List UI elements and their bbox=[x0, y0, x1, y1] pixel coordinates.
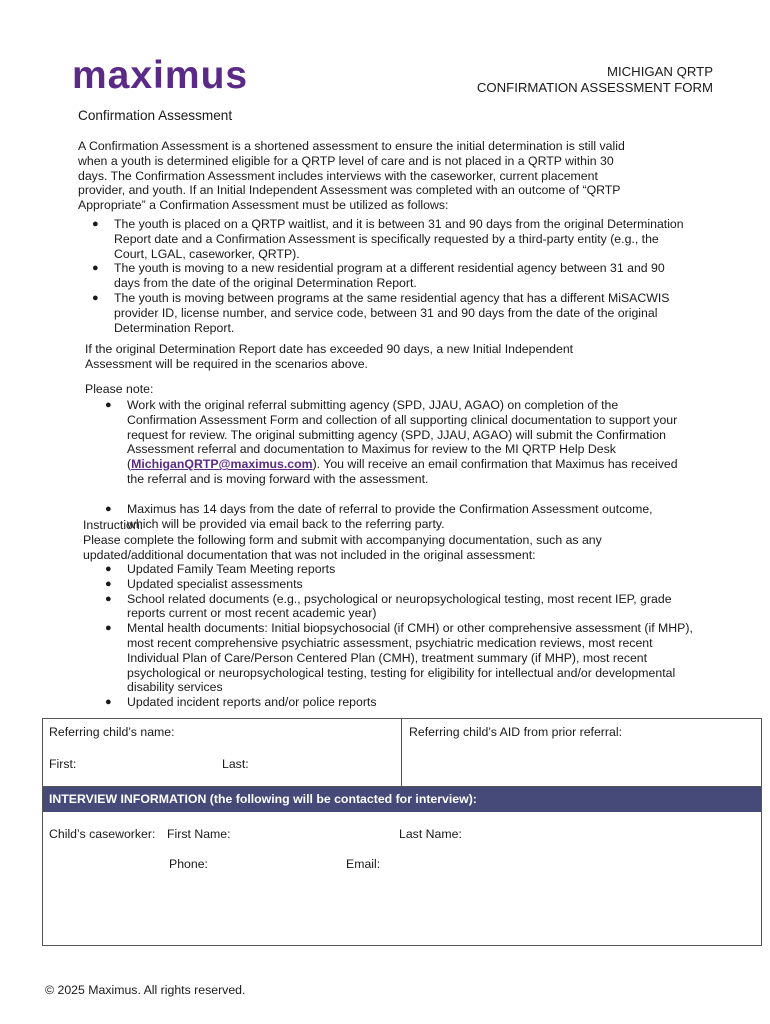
referral-form bbox=[42, 718, 762, 946]
doc-line: Updated Family Team Meeting reports bbox=[127, 562, 336, 576]
email-field[interactable]: Email: bbox=[346, 857, 381, 871]
bullet-icon: ● bbox=[105, 696, 112, 709]
criteria-line: Determination Report. bbox=[114, 320, 235, 335]
criteria-list bbox=[92, 217, 684, 335]
first-name-field[interactable]: First: bbox=[49, 757, 77, 771]
note-label: Please note: bbox=[85, 382, 154, 396]
note-line: Assessment referral and documentation to Maximus for review to the MI QRTP Help Desk bbox=[127, 442, 616, 457]
svg-text:maximus: maximus bbox=[72, 58, 249, 97]
note-line bbox=[127, 457, 678, 472]
email-link[interactable]: MichiganQRTP@maximus.com bbox=[131, 457, 313, 472]
docs-list bbox=[105, 562, 693, 710]
bullet-icon: ● bbox=[105, 577, 112, 590]
doc-item bbox=[105, 592, 693, 622]
caseworker-last-name-field[interactable]: Last Name: bbox=[399, 827, 462, 841]
bullet-icon: ● bbox=[105, 563, 112, 575]
child-name-label: Referring child’s name: bbox=[49, 725, 175, 739]
doc-line: School related documents (e.g., psychological or neuropsychological testing, most recent IEP, grade bbox=[127, 591, 672, 606]
form-divider-vertical bbox=[401, 719, 402, 786]
criteria-item bbox=[92, 291, 684, 335]
intro-line: provider, and youth. If an Initial Independent Assessment was completed with an outcome of “QRTP bbox=[78, 183, 621, 198]
note-line: Work with the original referral submitting agency (SPD, JJAU, AGAO) on completion of the bbox=[127, 398, 619, 412]
doc-line: Mental health documents: Initial biopsychosocial (if CMH) or other comprehensive assessment (if MHP), bbox=[127, 621, 693, 636]
instruction-line: Please complete the following form and submit with accompanying documentation, such as any bbox=[83, 532, 602, 547]
instruction-block bbox=[83, 518, 602, 562]
criteria-line: The youth is placed on a QRTP waitlist, and it is between 31 and 90 days from the original Determination bbox=[114, 217, 684, 231]
doc-item bbox=[105, 562, 693, 577]
footer-copyright: © 2025 Maximus. All rights reserved. bbox=[45, 983, 246, 997]
form-title-line1: MICHIGAN QRTP bbox=[607, 64, 713, 79]
criteria-line: Report date and a Confirmation Assessment is specifically requested by a third-party entity (e.g., the bbox=[114, 231, 659, 246]
last-name-field[interactable]: Last: bbox=[222, 757, 249, 771]
instruction-label: Instruction: bbox=[83, 518, 144, 532]
doc-line: most recent comprehensive psychiatric assessment, psychiatric medication reviews, most recent bbox=[127, 635, 653, 650]
criteria-line: Court, LGAL, caseworker, QRTP). bbox=[114, 246, 300, 261]
criteria-item bbox=[92, 261, 684, 291]
criteria-line: days from the date of the original Determination Report. bbox=[114, 276, 417, 291]
form-title bbox=[400, 64, 713, 96]
exceeded-paragraph bbox=[85, 342, 573, 372]
criteria-line: provider ID, license number, and service code, between 31 and 90 days from the date of the original bbox=[114, 305, 658, 320]
note-list bbox=[105, 398, 678, 531]
paren-open: ( bbox=[127, 457, 132, 472]
intro-line: Appropriate” a Confirmation Assessment must be utilized as follows: bbox=[78, 198, 449, 213]
note-line-rest: ). You will receive an email confirmation that Maximus has received bbox=[312, 457, 678, 472]
bullet-icon: ● bbox=[92, 291, 99, 304]
doc-line: Updated incident reports and/or police reports bbox=[127, 695, 377, 710]
caseworker-label: Child’s caseworker: bbox=[49, 827, 156, 841]
doc-item bbox=[105, 621, 693, 695]
doc-line: reports current or most recent academic year) bbox=[127, 606, 377, 621]
bullet-icon: ● bbox=[92, 218, 99, 230]
bullet-icon: ● bbox=[105, 502, 112, 515]
section-title: Confirmation Assessment bbox=[78, 108, 233, 123]
intro-line: days. The Confirmation Assessment includes interviews with the caseworker, current placement bbox=[78, 168, 598, 183]
instruction-line: updated/additional documentation that was not included in the original assessment: bbox=[83, 547, 536, 562]
phone-field[interactable]: Phone: bbox=[169, 857, 208, 871]
note-item bbox=[105, 398, 678, 487]
doc-line: Individual Plan of Care/Person Centered Plan (CMH), treatment summary (if MHP), most recent bbox=[127, 650, 648, 665]
criteria-line: The youth is moving to a new residential program at a different residential agency between 31 and 90 bbox=[114, 261, 665, 276]
doc-line: psychological or neuropsychological testing, testing for eligibility for intellectual and/or developmental bbox=[127, 665, 676, 680]
bullet-icon: ● bbox=[92, 262, 99, 275]
maximus-logo bbox=[72, 58, 282, 98]
doc-line: disability services bbox=[127, 680, 223, 695]
intro-line: A Confirmation Assessment is a shortened assessment to ensure the initial determination is still valid bbox=[78, 139, 625, 153]
exceeded-line: If the original Determination Report date has exceeded 90 days, a new Initial Independent bbox=[85, 342, 574, 356]
bullet-icon: ● bbox=[105, 399, 112, 411]
exceeded-line: Assessment will be required in the scenarios above. bbox=[85, 356, 368, 371]
interview-banner: INTERVIEW INFORMATION (the following will be contacted for interview): bbox=[43, 787, 761, 812]
doc-item bbox=[105, 695, 693, 710]
doc-line: Updated specialist assessments bbox=[127, 576, 303, 591]
note-line: request for review. The original submitting agency (SPD, JJAU, AGAO) will submit the Confirmation bbox=[127, 427, 667, 442]
note-line: Confirmation Assessment Form and collection of all supporting clinical documentation to support your bbox=[127, 412, 678, 427]
note-line: the referral and is moving forward with the assessment. bbox=[127, 471, 429, 486]
doc-item bbox=[105, 577, 693, 592]
bullet-icon: ● bbox=[105, 592, 112, 605]
note-line: which will be provided via email back to the referring party. bbox=[127, 516, 445, 531]
note-line: Maximus has 14 days from the date of referral to provide the Confirmation Assessment outcome, bbox=[127, 501, 653, 516]
intro-line: when a youth is determined eligible for a QRTP level of care and is not placed in a QRTP within 30 bbox=[78, 153, 614, 168]
intro-paragraph bbox=[78, 139, 625, 213]
criteria-item bbox=[92, 217, 684, 261]
bullet-icon: ● bbox=[105, 622, 112, 635]
child-aid-field[interactable]: Referring child’s AID from prior referral: bbox=[409, 725, 622, 739]
caseworker-first-name-field[interactable]: First Name: bbox=[167, 827, 231, 841]
criteria-line: The youth is moving between programs at the same residential agency that has a different MiSACWIS bbox=[114, 290, 670, 305]
form-title-line2: CONFIRMATION ASSESSMENT FORM bbox=[476, 80, 713, 95]
